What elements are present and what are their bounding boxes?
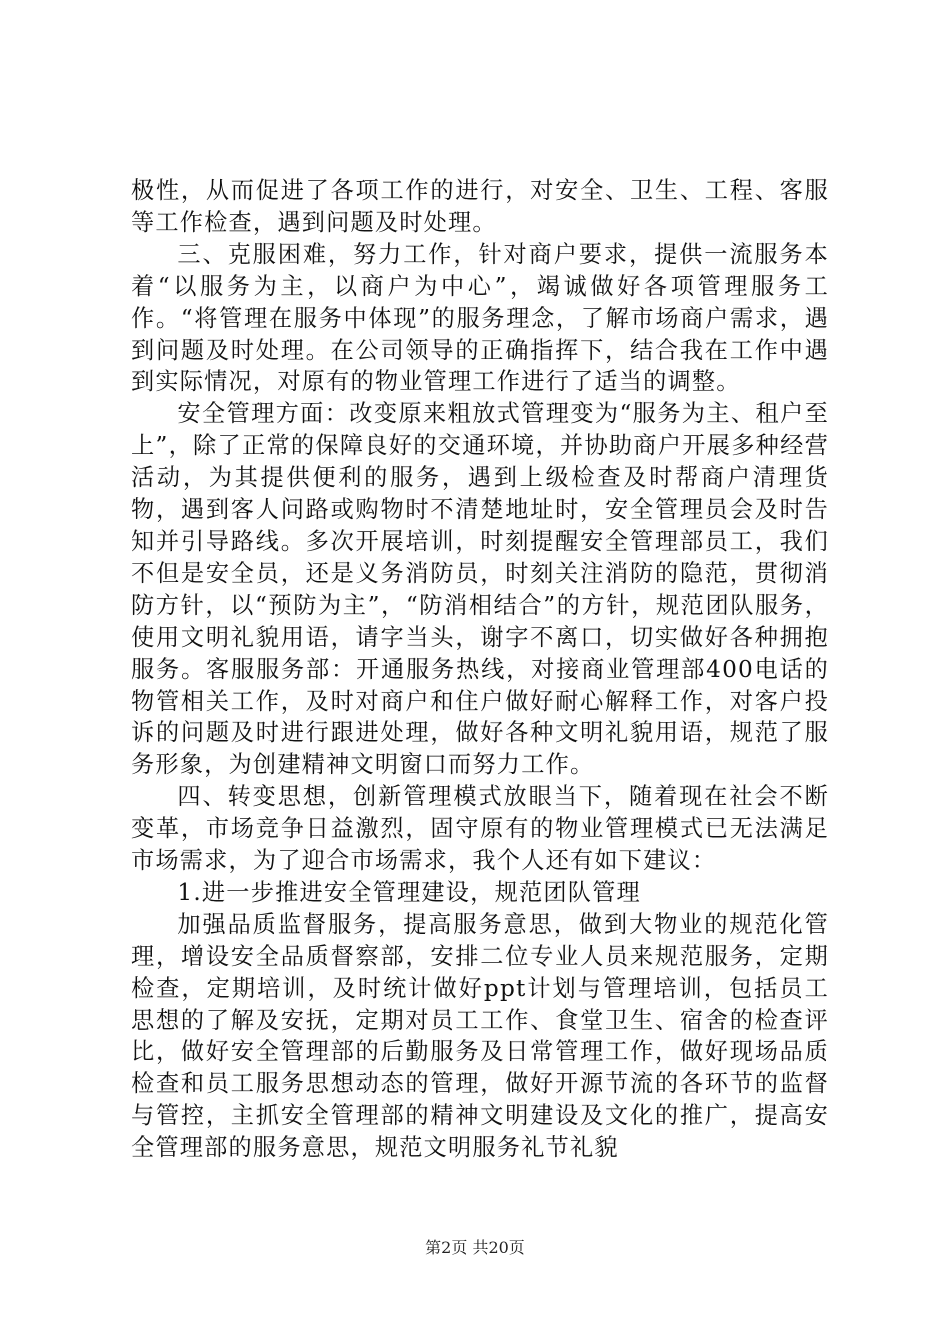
page-number-footer: 第2页 共20页 <box>425 1238 525 1257</box>
paragraph-item-one: 1.进一步推进安全管理建设，规范团队管理 <box>177 878 641 906</box>
paragraph-quality-supervision: 加强品质监督服务，提高服务意思，做到大物业的规范化管理，增设安全品质督察部，安排二位专业人员来规范服务，定期检查，定期培训，及时统计做好ppt计划与管理培训，包括员工思想的了解及安抚，定期对员工工作、食堂卫生、宿舍的检查评比，做好安全管理部的后勤服务及日常管理工作，做好现场品质检查和员工服务思想动态的管理，做好开源节流的各环节的监督与管控，主抓安全管理部的精神文明建设及文化的推广，提高安全管理部的服务意思，规范文明服务礼节礼貌 <box>131 910 829 1162</box>
document-body <box>131 175 829 1164</box>
paragraph-section-three: 三、克服困难，努力工作，针对商户要求，提供一流服务本着“以服务为主，以商户为中心”，竭诚做好各项管理服务工作。“将管理在服务中体现”的服务理念，了解市场商户需求，遇到问题及时处理。在公司领导的正确指挥下，结合我在工作中遇到实际情况，对原有的物业管理工作进行了适当的调整。 <box>131 240 829 396</box>
paragraph-section-four: 四、转变思想，创新管理模式放眼当下，随着现在社会不断变革，市场竞争日益激烈，固守原有的物业管理模式已无法满足市场需求，为了迎合市场需求，我个人还有如下建议： <box>131 783 829 875</box>
paragraph-continuation: 极性，从而促进了各项工作的进行，对安全、卫生、工程、客服等工作检查，遇到问题及时处理。 <box>131 177 829 236</box>
paragraph-safety-management: 安全管理方面：改变原来粗放式管理变为“服务为主、租户至上”，除了正常的保障良好的交通环境，并协助商户开展多种经营活动，为其提供便利的服务，遇到上级检查及时帮商户清理货物，遇到客人问路或购物时不清楚地址时，安全管理员会及时告知并引导路线。多次开展培训，时刻提醒安全管理部员工，我们不但是安全员，还是义务消防员，时刻关注消防的隐范，贯彻消防方针，以“预防为主”，“防消相结合”的方针，规范团队服务，使用文明礼貌用语，请字当头，谢字不离口，切实做好各种拥抱服务。客服服务部：开通服务热线，对接商业管理部400电话的物管相关工作，及时对商户和住户做好耐心解释工作，对客户投诉的问题及时进行跟进处理，做好各种文明礼貌用语，规范了服务形象，为创建精神文明窗口而努力工作。 <box>131 400 829 779</box>
